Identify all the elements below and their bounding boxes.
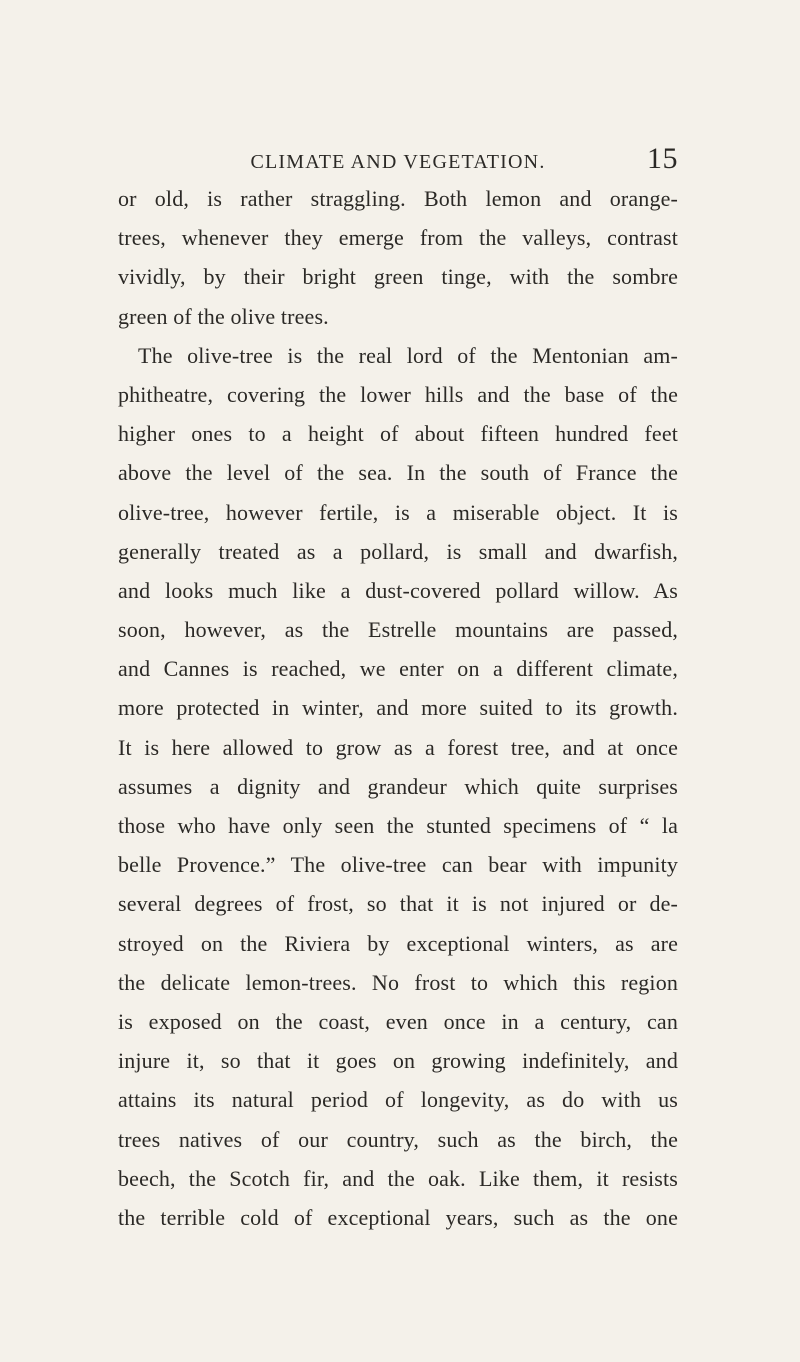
text-line: vividly, by their bright green tinge, with the sombre (118, 264, 678, 290)
body-text (118, 179, 678, 1237)
text-line: The olive-tree is the real lord of the Mentonian am- (138, 342, 678, 368)
text-line: assumes a dignity and grandeur which quite surprises (118, 773, 678, 799)
page-header (118, 142, 678, 177)
text-line: the terrible cold of exceptional years, such as the one (118, 1204, 678, 1230)
text-line: trees, whenever they emerge from the valleys, contrast (118, 225, 678, 251)
text-line: above the level of the sea. In the south of France the (118, 460, 678, 486)
text-line: green of the olive trees. (118, 303, 329, 329)
text-line: olive-tree, however fertile, is a miserable object. It is (118, 499, 678, 525)
text-line: attains its natural period of longevity, as do with us (118, 1087, 678, 1113)
text-line: and Cannes is reached, we enter on a different climate, (118, 656, 678, 682)
text-line: trees natives of our country, such as the birch, the (118, 1126, 678, 1152)
text-line: It is here allowed to grow as a forest tree, and at once (118, 734, 678, 760)
text-line: beech, the Scotch fir, and the oak. Like them, it resists (118, 1165, 678, 1191)
text-line: the delicate lemon-trees. No frost to which this region (118, 969, 678, 995)
running-head: CLIMATE AND VEGETATION. (250, 151, 546, 173)
text-line: stroyed on the Riviera by exceptional winters, as are (118, 930, 678, 956)
text-line: belle Provence.” The olive-tree can bear with impunity (118, 852, 678, 878)
text-line: or old, is rather straggling. Both lemon and orange- (118, 186, 678, 211)
text-line: more protected in winter, and more suited to its growth. (118, 695, 678, 721)
text-line: is exposed on the coast, even once in a century, can (118, 1008, 678, 1034)
text-line: and looks much like a dust-covered pollard willow. As (118, 577, 678, 603)
text-line: higher ones to a height of about fifteen hundred feet (118, 421, 678, 447)
text-line: phitheatre, covering the lower hills and the base of the (118, 381, 678, 407)
page-number: 15 (647, 142, 678, 175)
text-line: several degrees of frost, so that it is not injured or de- (118, 891, 678, 917)
text-line: generally treated as a pollard, is small and dwarfish, (118, 538, 678, 564)
text-line: injure it, so that it goes on growing indefinitely, and (118, 1048, 678, 1074)
text-line: those who have only seen the stunted specimens of “ la (118, 813, 678, 838)
text-line: soon, however, as the Estrelle mountains are passed, (118, 617, 678, 643)
